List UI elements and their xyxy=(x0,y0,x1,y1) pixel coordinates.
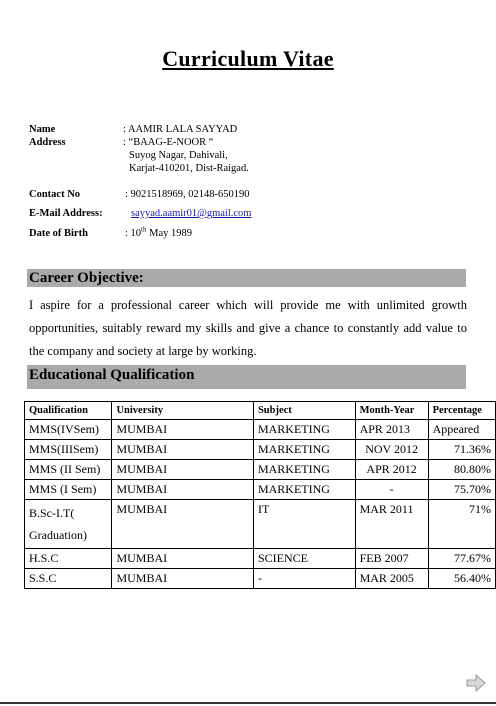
cell-percentage: 71.36% xyxy=(428,440,495,460)
cell-month-year: - xyxy=(355,480,428,500)
cell-percentage: 56.40% xyxy=(428,569,495,589)
cell-qualification: MMS (II Sem) xyxy=(25,460,112,480)
cell-university: MUMBAI xyxy=(112,460,254,480)
cell-university: MUMBAI xyxy=(112,549,254,569)
dob-rest: May 1989 xyxy=(149,228,192,239)
cell-university: MUMBAI xyxy=(112,480,254,500)
table-row xyxy=(25,549,496,569)
cell-month-year: APR 2012 xyxy=(355,460,428,480)
cell-month-year: FEB 2007 xyxy=(355,549,428,569)
col-header-percentage: Percentage xyxy=(428,402,495,420)
cell-qualification: MMS(IVSem) xyxy=(25,420,112,440)
contact-label: Contact No xyxy=(29,189,81,200)
cell-university: MUMBAI xyxy=(112,500,254,549)
arrow-right-icon[interactable] xyxy=(466,674,486,692)
cell-percentage: 77.67% xyxy=(428,549,495,569)
table-row xyxy=(25,420,496,440)
cell-percentage: Appeared xyxy=(428,420,495,440)
cell-subject: MARKETING xyxy=(253,420,355,440)
address-line-1: : “BAAG-E-NOOR “ xyxy=(123,137,214,148)
dob-value xyxy=(125,227,192,240)
cell-month-year: MAR 2011 xyxy=(355,500,428,549)
dob-suffix: th xyxy=(141,225,147,234)
cell-month-year: MAR 2005 xyxy=(355,569,428,589)
cell-qualification: MMS (I Sem) xyxy=(25,480,112,500)
address-line-3: Karjat-410201, Dist-Raigad. xyxy=(129,163,249,174)
cell-subject: MARKETING xyxy=(253,440,355,460)
cell-university: MUMBAI xyxy=(112,420,254,440)
name-value: : AAMIR LALA SAYYAD xyxy=(123,124,238,135)
email-link[interactable]: sayyad.aamir01@gmail.com xyxy=(131,208,252,219)
cell-university: MUMBAI xyxy=(112,569,254,589)
dob-colon: : xyxy=(125,228,128,239)
cell-subject: MARKETING xyxy=(253,460,355,480)
address-label: Address xyxy=(29,137,66,148)
cell-subject: MARKETING xyxy=(253,480,355,500)
document-title: Curriculum Vitae xyxy=(162,46,334,71)
table-row xyxy=(25,500,496,549)
table-row xyxy=(25,460,496,480)
education-table xyxy=(24,401,496,589)
table-row xyxy=(25,480,496,500)
cell-month-year: APR 2013 xyxy=(355,420,428,440)
address-line-2: Suyog Nagar, Dahivali, xyxy=(129,150,228,161)
name-label: Name xyxy=(29,124,56,135)
cell-month-year: NOV 2012 xyxy=(355,440,428,460)
cell-university: MUMBAI xyxy=(112,440,254,460)
cell-subject: - xyxy=(253,569,355,589)
cell-subject: IT xyxy=(253,500,355,549)
contact-value: : 9021518969, 02148-650190 xyxy=(125,189,250,200)
cell-percentage: 75.70% xyxy=(428,480,495,500)
cell-subject: SCIENCE xyxy=(253,549,355,569)
bottom-divider xyxy=(0,702,496,704)
table-row xyxy=(25,569,496,589)
cell-percentage: 80.80% xyxy=(428,460,495,480)
cell-percentage: 71% xyxy=(428,500,495,549)
col-header-qualification: Qualification xyxy=(25,402,112,420)
dob-day: 10 xyxy=(130,228,142,239)
cell-qualification: H.S.C xyxy=(25,549,112,569)
cell-qualification: MMS(IIISem) xyxy=(25,440,112,460)
career-objective-heading: Career Objective: xyxy=(27,269,466,287)
education-heading: Educational Qualification xyxy=(27,365,466,389)
career-objective-text: I aspire for a professional career which will provide me with unlimited growth opportunities, suitably reward my skills and give a chance to constantly add value to the company and society at large by working. xyxy=(29,298,467,358)
table-row xyxy=(25,440,496,460)
cell-qualification: S.S.C xyxy=(25,569,112,589)
table-header-row xyxy=(25,402,496,420)
email-label: E-Mail Address: xyxy=(29,208,103,219)
cell-qualification: B.Sc-I.T( Graduation) xyxy=(25,500,112,549)
col-header-month-year: Month-Year xyxy=(355,402,428,420)
dob-label: Date of Birth xyxy=(29,228,88,239)
col-header-subject: Subject xyxy=(253,402,355,420)
col-header-university: University xyxy=(112,402,254,420)
